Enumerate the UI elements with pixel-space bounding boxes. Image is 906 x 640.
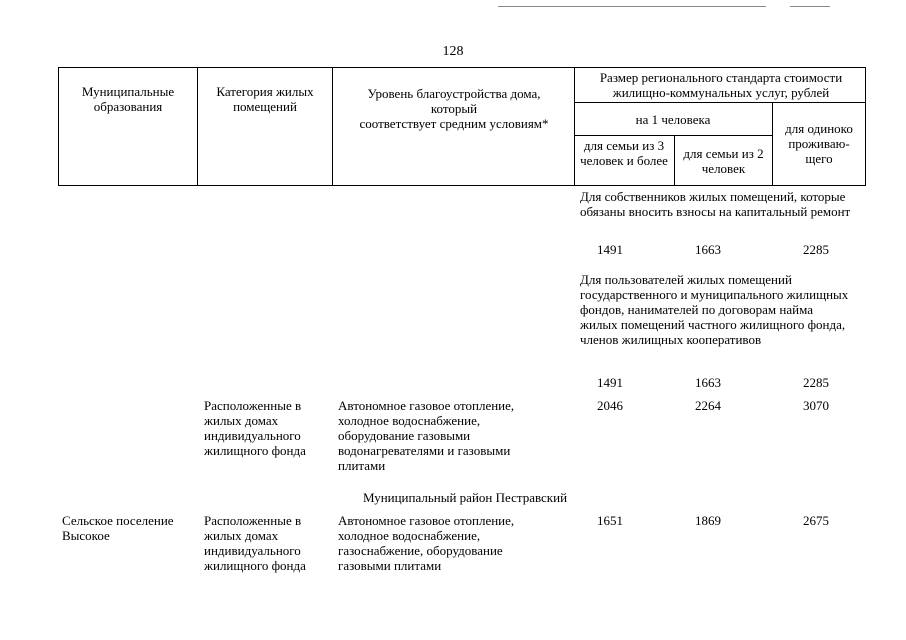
row3-level: Автономное газовое отопление, холодное водоснабжение, оборудование газовыми водонагревателями и газовыми плитами	[338, 398, 515, 473]
top-scan-line	[498, 6, 766, 7]
header-level	[336, 86, 572, 131]
table-header	[58, 67, 866, 186]
header-family-3: для семьи из 3 человек и более	[580, 138, 668, 168]
header-subline-2	[574, 135, 772, 136]
header-family-2: для семьи из 2 человек	[683, 146, 764, 176]
users-value-single: 2285	[803, 375, 829, 390]
header-right-border	[865, 67, 866, 186]
page-number: 128	[442, 44, 464, 59]
header-size: Размер регионального стандарта стоимости жилищно-коммунальных услуг, рублей	[599, 70, 843, 100]
header-divider-2	[332, 67, 333, 186]
header-level-line-1: Уровень благоустройства дома,	[367, 86, 541, 101]
row4-value-single: 2675	[803, 513, 829, 528]
header-divider-5	[674, 135, 675, 186]
users-value-family2: 1663	[695, 375, 721, 390]
row4-value-family3: 1651	[597, 513, 623, 528]
row3-value-family3: 2046	[597, 398, 623, 413]
header-category: Категория жилых помещений	[216, 84, 314, 114]
owners-label: Для собственников жилых помещений, которые обязаны вносить взносы на капитальный ремонт	[580, 189, 851, 219]
header-top-border	[58, 67, 866, 68]
row3-value-family2: 2264	[695, 398, 721, 413]
top-scan-line-right	[790, 6, 830, 7]
header-municipality: Муниципальные образования	[81, 84, 175, 114]
district-heading: Муниципальный район Пестравский	[362, 490, 568, 505]
row4-category: Расположенные в жилых домах индивидуального жилищного фонда	[204, 513, 306, 573]
header-divider-4	[772, 102, 773, 186]
header-divider-3	[574, 67, 575, 186]
header-level-line-2: который	[430, 101, 478, 116]
header-left-border	[58, 67, 59, 186]
row4-value-family2: 1869	[695, 513, 721, 528]
owners-value-family3: 1491	[597, 242, 623, 257]
row3-category: Расположенные в жилых домах индивидуального жилищного фонда	[204, 398, 306, 458]
header-level-line-3: соответствует средним условиям*	[359, 116, 549, 131]
row4-municipality: Сельское поселение Высокое	[62, 513, 174, 543]
header-bottom-border	[58, 185, 866, 186]
header-subline-1	[574, 102, 866, 103]
users-value-family3: 1491	[597, 375, 623, 390]
users-label: Для пользователей жилых помещений государственного и муниципального жилищных фондов, нанимателей по договорам найма жилых помещений частного жилищного фонда, членов жилищных кооперативов	[580, 272, 849, 347]
row4-level: Автономное газовое отопление, холодное водоснабжение, газоснабжение, оборудование газовыми плитами	[338, 513, 515, 573]
row3-value-single: 3070	[803, 398, 829, 413]
header-per-person: на 1 человека	[635, 112, 711, 127]
header-divider-1	[197, 67, 198, 186]
header-single: для одиноко проживаю-щего	[785, 121, 853, 166]
owners-value-family2: 1663	[695, 242, 721, 257]
owners-value-single: 2285	[803, 242, 829, 257]
